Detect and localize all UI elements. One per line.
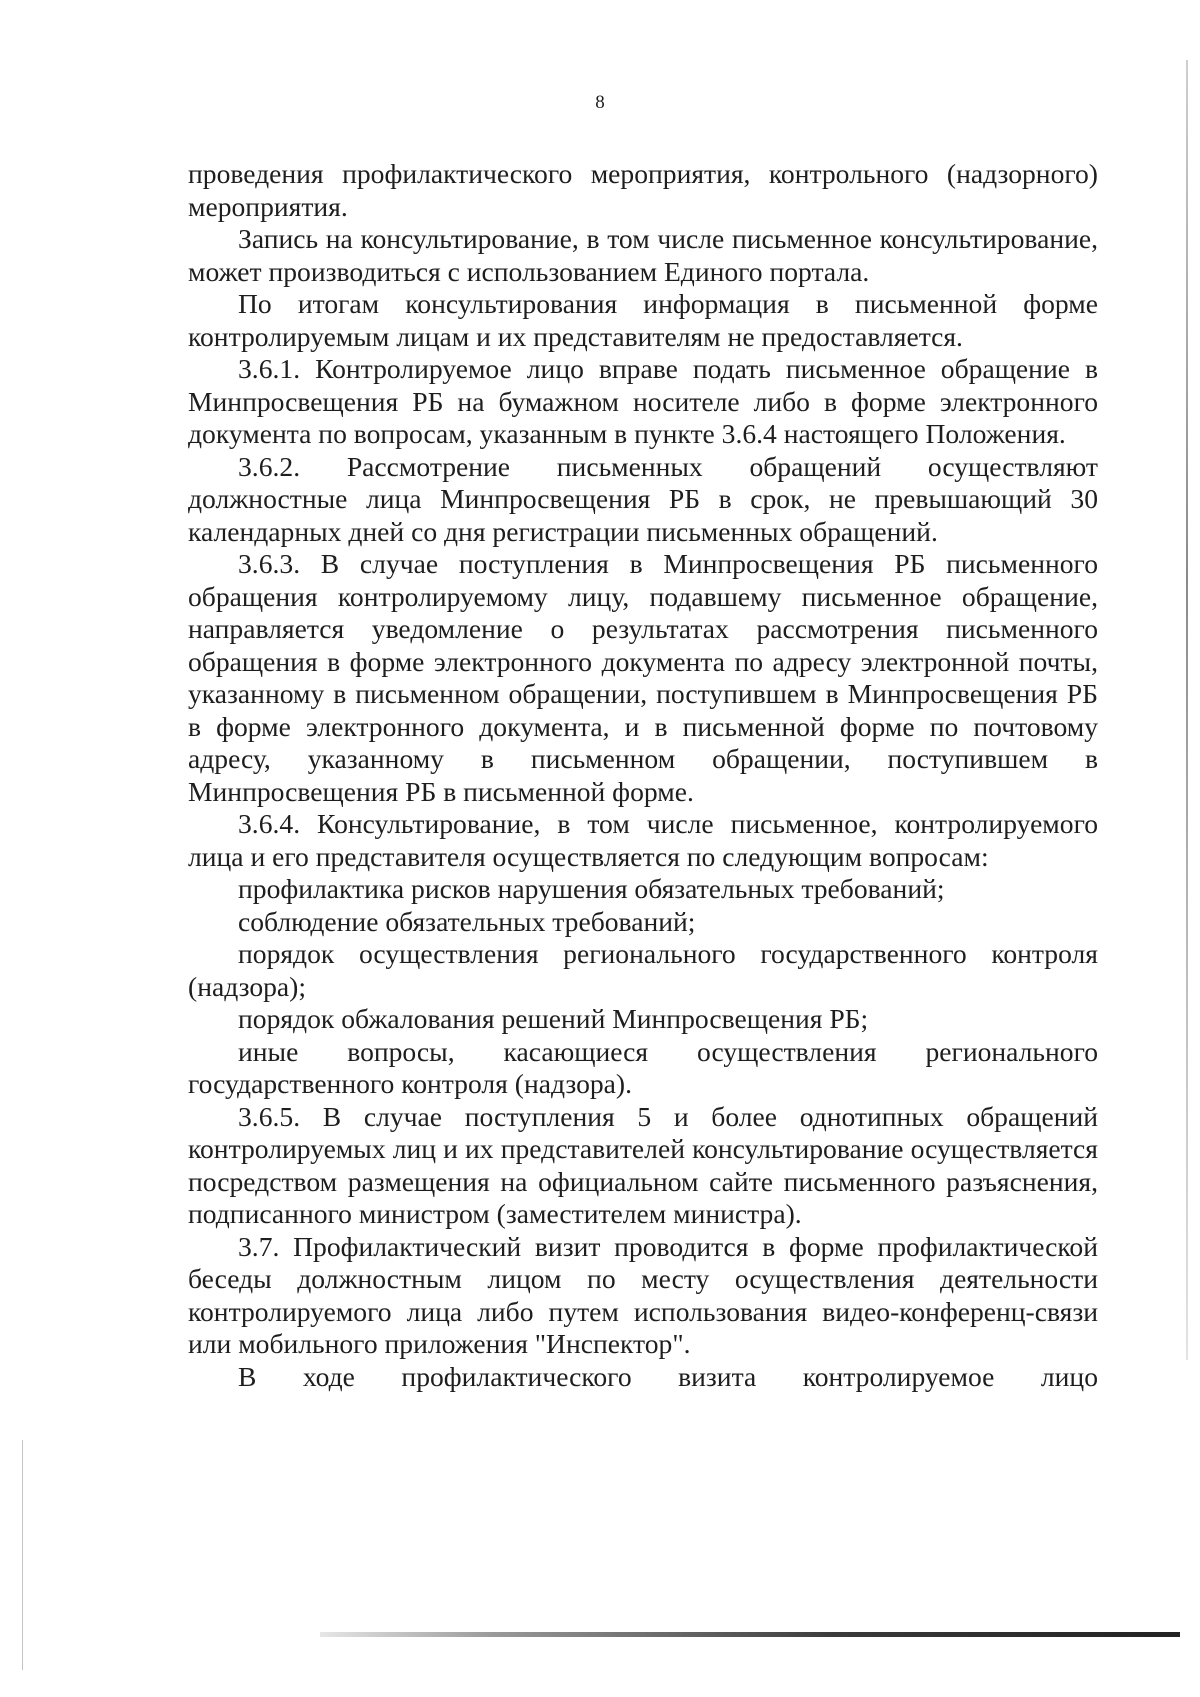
paragraph: 3.6.1. Контролируемое лицо вправе подать письменное обращение в Минпросвещения РБ на бумажном носителе либо в форме электронного документа по вопросам, указанным в пункте 3.6.4 настоящего Положения. (188, 353, 1098, 449)
list-item: профилактика рисков нарушения обязательных требований; (238, 873, 945, 904)
list-item: порядок обжалования решений Минпросвещения РБ; (238, 1003, 869, 1034)
paragraph: 3.6.5. В случае поступления 5 и более однотипных обращений контролируемых лиц и их представителей консультирование осуществляется посредством размещения на официальном сайте письменного разъяснения, подписанного министром (заместителем министра). (188, 1100, 1098, 1229)
paragraph: Запись на консультирование, в том числе письменное консультирование, может производиться с использованием Единого портала. (188, 223, 1098, 287)
list-item: порядок осуществления регионального государственного контроля (надзора); (188, 938, 1098, 1002)
scan-edge-right (1186, 60, 1188, 1360)
paragraph: 3.7. Профилактический визит проводится в форме профилактической беседы должностным лицом по месту осуществления деятельности контролируемого лица либо путем использования видео-конференц-связи или мобильного приложения "Инспектор". (188, 1230, 1098, 1359)
scan-shadow-bottom (320, 1632, 1180, 1637)
paragraph: По итогам консультирования информация в письменной форме контролируемым лицам и их представителям не предоставляется. (188, 288, 1098, 352)
paragraph: 3.6.2. Рассмотрение письменных обращений осуществляют должностные лица Минпросвещения РБ в срок, не превышающий 30 календарных дней со дня регистрации письменных обращений. (188, 450, 1098, 547)
document-body (188, 158, 1098, 1393)
list-item: соблюдение обязательных требований; (238, 905, 696, 937)
paragraph: проведения профилактического мероприятия, контрольного (надзорного) мероприятия. (188, 158, 1098, 222)
scan-edge-left (22, 1440, 23, 1670)
list-item: иные вопросы, касающиеся осуществления регионального государственного контроля (надзора). (188, 1035, 1098, 1099)
paragraph: В ходе профилактического визита контролируемое лицо (238, 1360, 1098, 1392)
page-number: 8 (595, 92, 605, 113)
paragraph: 3.6.4. Консультирование, в том числе письменное, контролируемого лица и его представителя осуществляется по следующим вопросам: (188, 808, 1098, 872)
paragraph: 3.6.3. В случае поступления в Минпросвещения РБ письменного обращения контролируемому лицу, подавшему письменное обращение, направляется уведомление о результатах рассмотрения письменного обращения в форме электронного документа по адресу электронной почты, указанному в письменном обращении, поступившем в Минпросвещения РБ в форме электронного документа, и в письменной форме по почтовому адресу, указанному в письменном обращении, поступившем в Минпросвещения РБ в письменной форме. (188, 548, 1098, 807)
